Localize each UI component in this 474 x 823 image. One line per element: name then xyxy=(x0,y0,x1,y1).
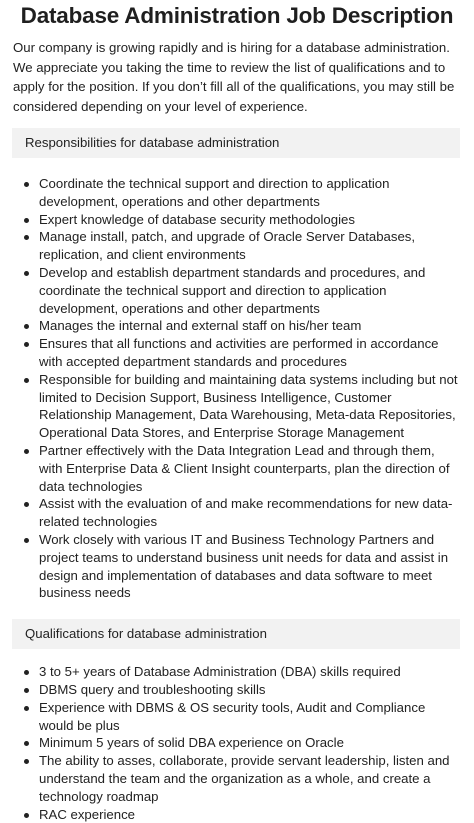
list-item: Assist with the evaluation of and make recommendations for new data-related technologies xyxy=(39,495,461,531)
list-item: 3 to 5+ years of Database Administration (DBA) skills required xyxy=(39,663,461,681)
qualifications-list xyxy=(13,663,461,823)
list-item: Manage install, patch, and upgrade of Oracle Server Databases, replication, and client environments xyxy=(39,228,461,264)
qualifications-heading: Qualifications for database administration xyxy=(12,619,460,649)
page-title: Database Administration Job Description xyxy=(13,0,461,31)
list-item: Work closely with various IT and Business Technology Partners and project teams to understand business unit needs for data and assist in design and implementation of databases and data software to meet business needs xyxy=(39,531,461,602)
list-item: Ensures that all functions and activities are performed in accordance with accepted department standards and procedures xyxy=(39,335,461,371)
list-item: The ability to asses, collaborate, provide servant leadership, listen and understand the team and the organization as a whole, and create a technology roadmap xyxy=(39,752,461,805)
list-item: Partner effectively with the Data Integration Lead and through them, with Enterprise Data & Client Insight counterparts, plan the direction of data technologies xyxy=(39,442,461,495)
intro-paragraph: Our company is growing rapidly and is hiring for a database administration. We appreciate you taking the time to review the list of qualifications and to apply for the position. If you don’t fill all of the qualifications, you may still be considered depending on your level of experience. xyxy=(13,38,461,116)
list-item: DBMS query and troubleshooting skills xyxy=(39,681,461,699)
list-item: RAC experience xyxy=(39,806,461,823)
list-item: Responsible for building and maintaining data systems including but not limited to Decision Support, Business Intelligence, Customer Relationship Management, Data Warehousing, Meta-data Repositories, Operational Data Stores, and Enterprise Storage Management xyxy=(39,371,461,442)
list-item: Experience with DBMS & OS security tools, Audit and Compliance would be plus xyxy=(39,699,461,735)
responsibilities-heading: Responsibilities for database administration xyxy=(12,128,460,158)
list-item: Coordinate the technical support and direction to application development, operations and other departments xyxy=(39,175,461,211)
list-item: Minimum 5 years of solid DBA experience on Oracle xyxy=(39,734,461,752)
list-item: Manages the internal and external staff on his/her team xyxy=(39,317,461,335)
responsibilities-list xyxy=(13,175,461,602)
list-item: Expert knowledge of database security methodologies xyxy=(39,211,461,229)
list-item: Develop and establish department standards and procedures, and coordinate the technical support and direction to application development, operations and other departments xyxy=(39,264,461,317)
